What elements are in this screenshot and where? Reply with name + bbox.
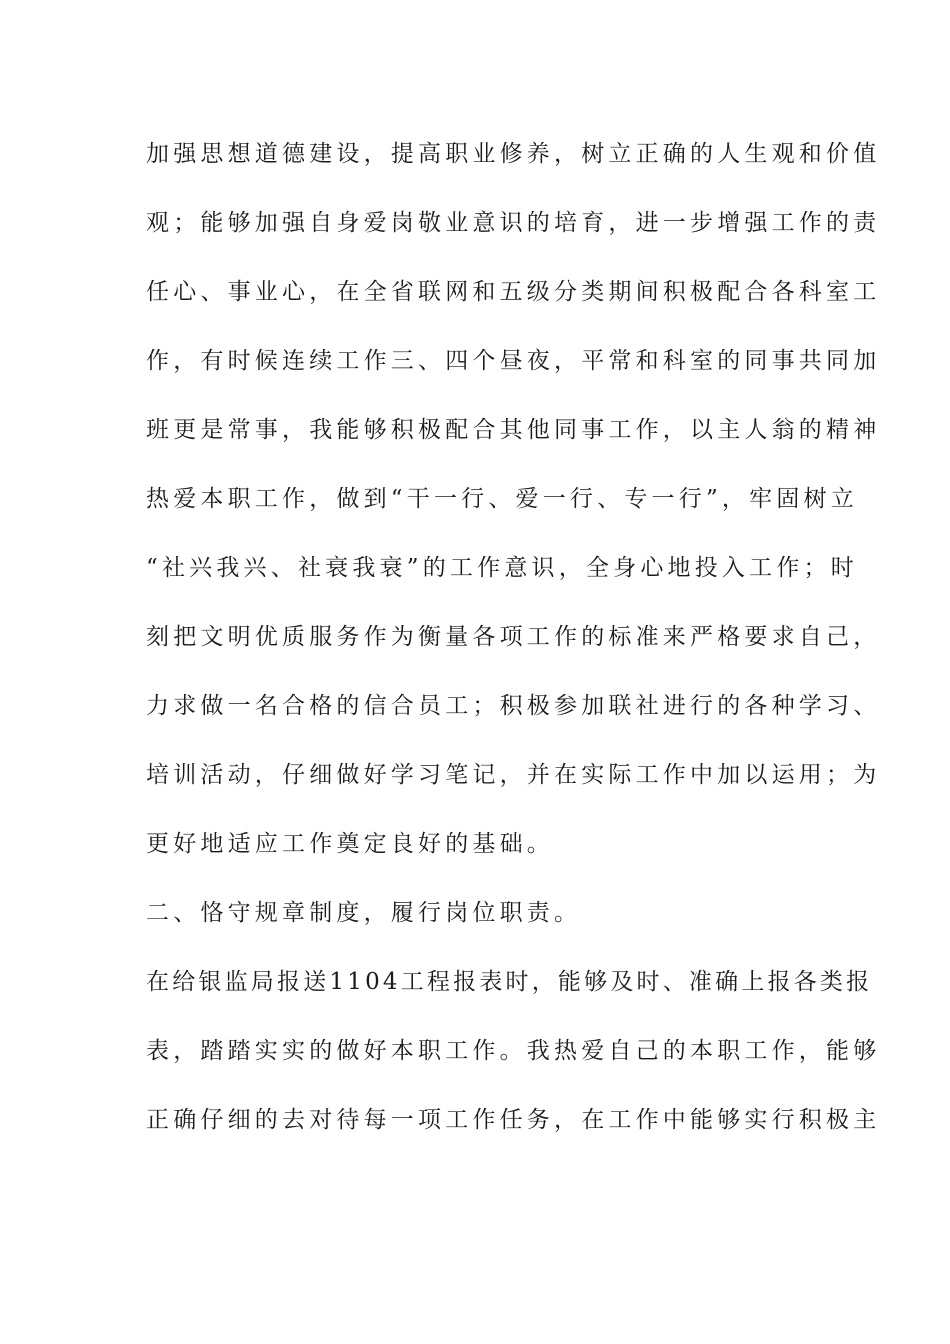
text-line: 班更是常事，我能够积极配合其他同事工作，以主人翁的精神 [146,417,881,443]
text-line: 观；能够加强自身爱岗敬业意识的培育，进一步增强工作的责 [146,210,881,236]
text-line: 正确仔细的去对待每一项工作任务，在工作中能够实行积极主 [146,1107,881,1133]
text-line: 任心、事业心，在全省联网和五级分类期间积极配合各科室工 [146,279,881,305]
text-line: 在给银监局报送1104工程报表时，能够及时、准确上报各类报 [146,969,873,995]
document-body [146,132,881,1167]
text-line: 更好地适应工作奠定良好的基础。 [146,831,554,857]
section-heading: 二、恪守规章制度，履行岗位职责。 [146,900,582,926]
text-line: “社兴我兴、社衰我衰”的工作意识，全身心地投入工作；时 [146,555,858,581]
text-line: 加强思想道德建设，提高职业修养，树立正确的人生观和价值 [146,141,881,167]
text-line: 作，有时候连续工作三、四个昼夜，平常和科室的同事共同加 [146,348,881,374]
text-line: 热爱本职工作，做到“干一行、爱一行、专一行”，牢固树立 [146,486,858,512]
text-line: 培训活动，仔细做好学习笔记，并在实际工作中加以运用；为 [146,762,881,788]
text-line: 力求做一名合格的信合员工；积极参加联社进行的各种学习、 [146,693,881,719]
text-line: 刻把文明优质服务作为衡量各项工作的标准来严格要求自己， [146,624,881,650]
text-line: 表，踏踏实实的做好本职工作。我热爱自己的本职工作，能够 [146,1038,881,1064]
